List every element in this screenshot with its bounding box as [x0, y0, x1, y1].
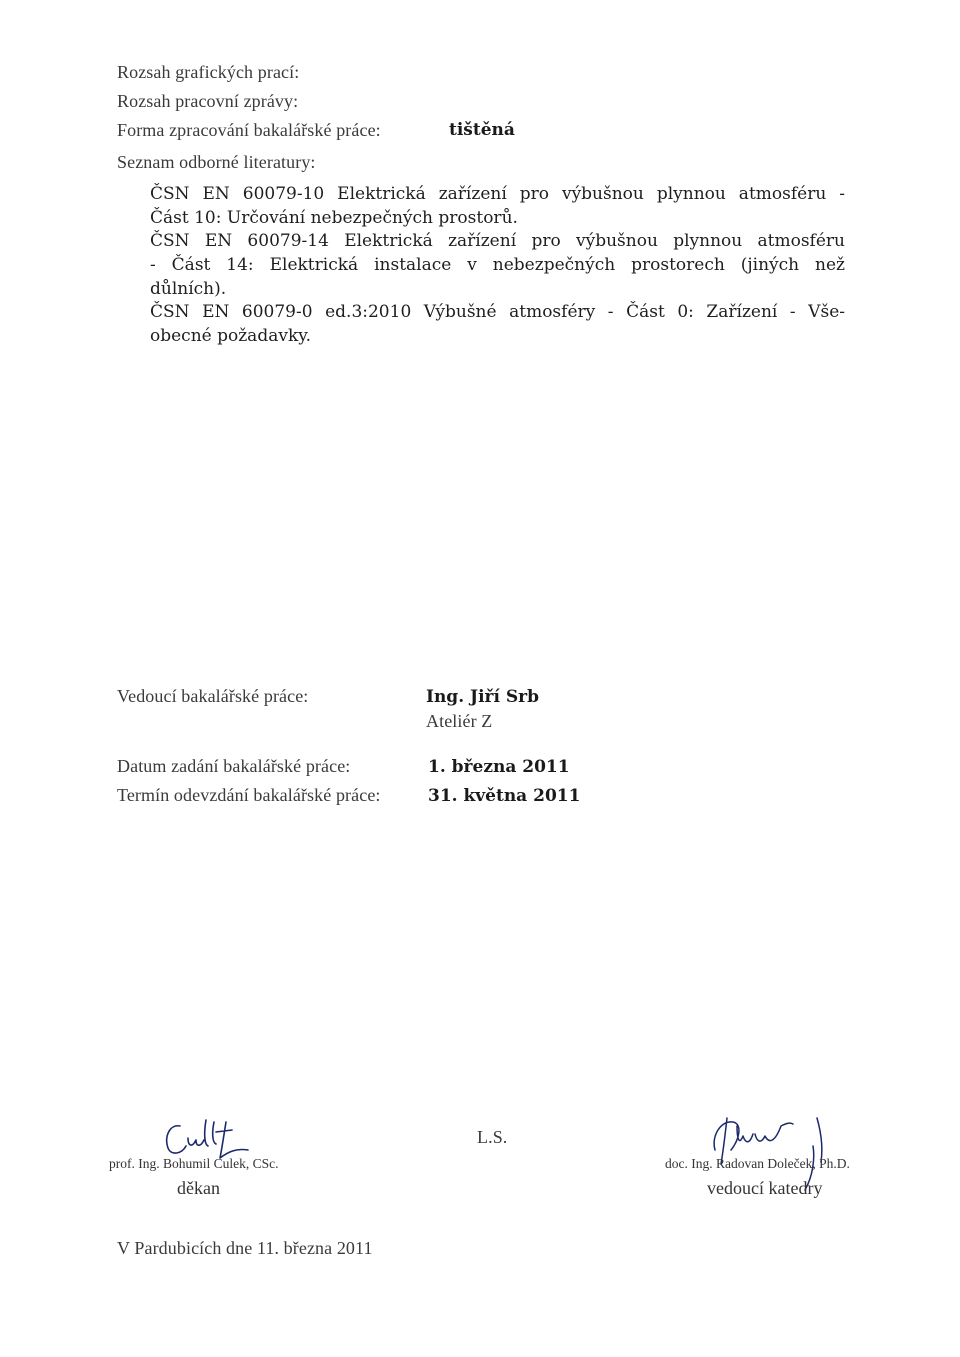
head-title: vedoucí katedry [707, 1178, 823, 1198]
seal-label: L.S. [477, 1127, 508, 1147]
head-name: doc. Ing. Radovan Doleček, Ph.D. [665, 1156, 850, 1171]
dean-name: prof. Ing. Bohumil Culek, CSc. [109, 1156, 279, 1171]
literature-item-2-line-1: ČSN EN 60079-14 Elektrická zařízení pro výbušnou plynnou atmosféru [150, 231, 845, 251]
form-label: Forma zpracování bakalářské práce: [117, 120, 381, 140]
literature-label: Seznam odborné literatury: [117, 152, 316, 172]
due-date-value: 31. května 2011 [428, 786, 581, 806]
report-scope-label: Rozsah pracovní zprávy: [117, 91, 299, 111]
assigned-date-label: Datum zadání bakalářské práce: [117, 756, 351, 776]
form-value: tištěná [449, 120, 515, 140]
literature-item-2-line-2: - Část 14: Elektrická instalace v nebezpečných prostorech (jiných než [150, 255, 845, 275]
literature-item-1-line-1: ČSN EN 60079-10 Elektrická zařízení pro výbušnou plynnou atmosféru - [150, 184, 845, 204]
supervisor-name: Ing. Jiří Srb [426, 687, 539, 707]
supervisor-department: Ateliér Z [426, 711, 493, 731]
literature-item-3-line-2: obecné požadavky. [150, 326, 311, 346]
literature-item-3-line-1: ČSN EN 60079-0 ed.3:2010 Výbušné atmosféry - Část 0: Zařízení - Vše- [150, 302, 845, 322]
dean-signature [158, 1114, 263, 1162]
graphics-scope-label: Rozsah grafických prací: [117, 62, 300, 82]
due-date-label: Termín odevzdání bakalářské práce: [117, 785, 381, 805]
dean-title: děkan [177, 1178, 220, 1198]
literature-item-2-line-3: důlních). [150, 279, 227, 299]
place-date: V Pardubicích dne 11. března 2011 [117, 1238, 373, 1258]
supervisor-label: Vedoucí bakalářské práce: [117, 686, 309, 706]
assigned-date-value: 1. března 2011 [428, 757, 570, 777]
literature-item-1-line-2: Část 10: Určování nebezpečných prostorů. [150, 208, 518, 228]
